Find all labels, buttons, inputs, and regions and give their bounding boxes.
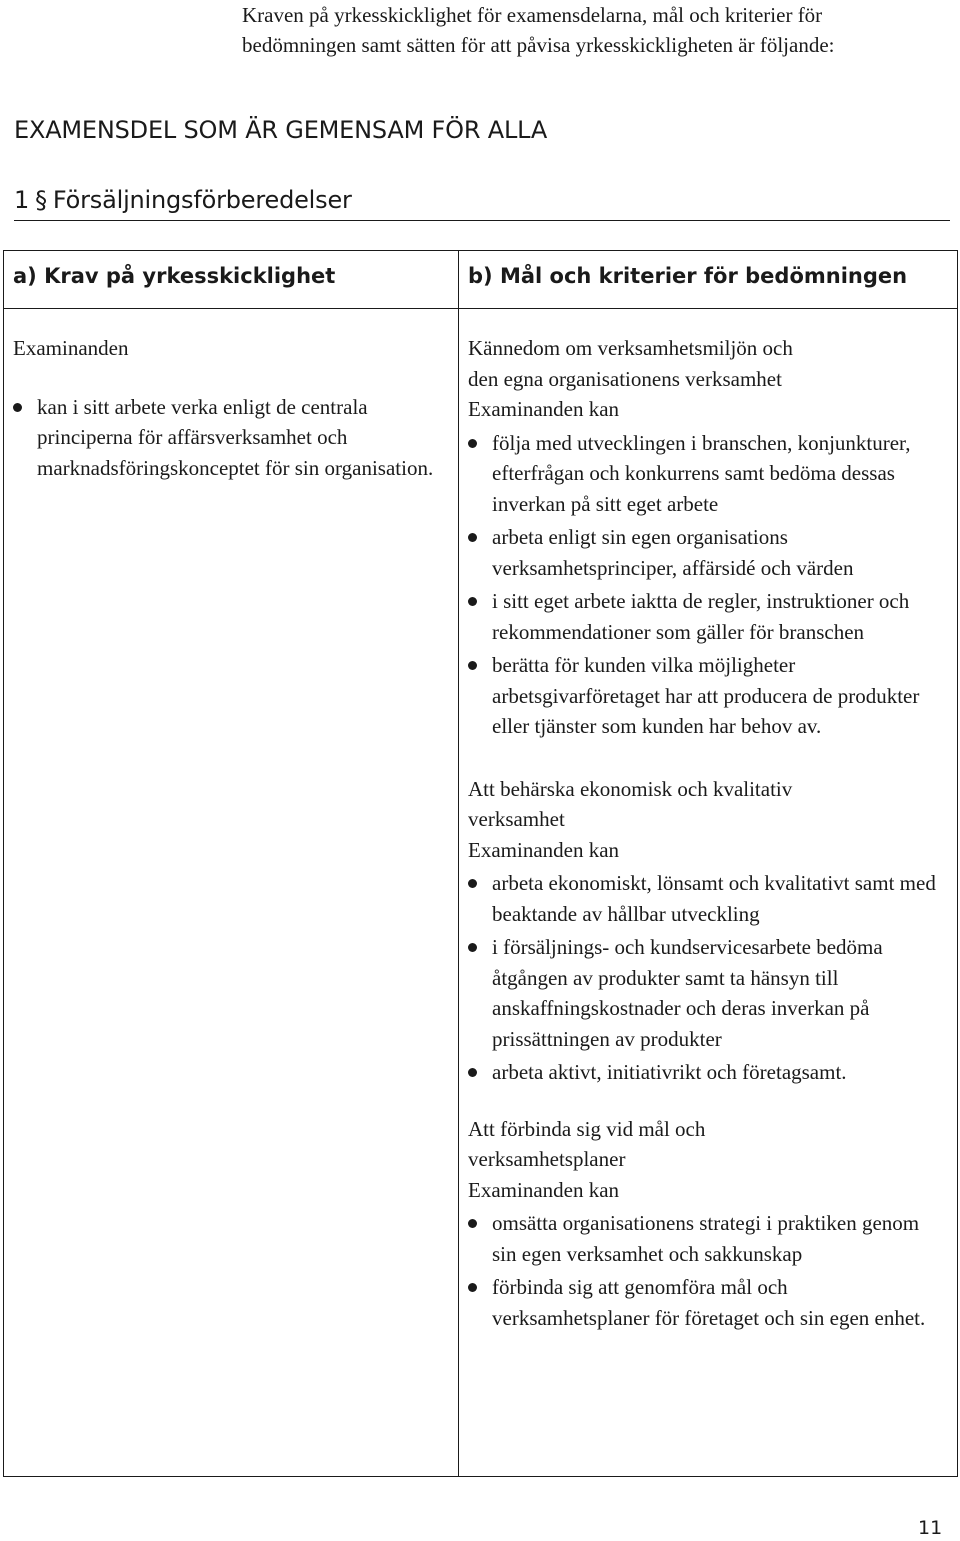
bullet-icon xyxy=(468,597,477,606)
list-item xyxy=(468,1208,948,1269)
list-item-text: i försäljnings- och kundservicesarbete bedöma åtgången av produkter samt ta hänsyn till anskaffningskostnader och deras inverkan på prissättningen av produkter xyxy=(492,935,883,1051)
group-title xyxy=(468,774,948,835)
bullet-icon xyxy=(468,439,477,448)
requirements-intro: Examinanden xyxy=(13,336,129,360)
sub-heading-number: 1 xyxy=(14,186,30,214)
group-intro: Examinanden kan xyxy=(468,1177,620,1202)
list-item-text: arbeta enligt sin egen organisations verksamhetsprinciper, affärsidé och värden xyxy=(492,525,854,580)
list-item-text: arbeta ekonomiskt, lönsamt och kvalitativt samt med beaktande av hållbar utveckling xyxy=(492,871,936,926)
criteria-group xyxy=(468,774,948,1088)
bullet-icon xyxy=(468,533,477,542)
sub-heading xyxy=(14,186,950,221)
group-intro: Examinanden kan xyxy=(468,837,620,862)
bullet-icon xyxy=(468,1283,477,1292)
requirements-cell xyxy=(13,333,451,486)
header-row-divider xyxy=(4,308,957,309)
paragraph-sign: § xyxy=(35,186,47,214)
list-item xyxy=(468,868,948,929)
bullet-icon xyxy=(468,879,477,888)
group-title-line: Att förbinda sig vid mål och xyxy=(468,1116,706,1141)
list-item xyxy=(468,1272,948,1333)
page-number: 11 xyxy=(918,1517,943,1539)
group-intro: Examinanden kan xyxy=(468,397,620,421)
group-title-line: Att behärska ekonomisk och kvalitativ xyxy=(468,776,793,801)
group-title-line: verksamhet xyxy=(468,807,565,831)
list-item xyxy=(468,586,948,647)
bullet-icon xyxy=(468,943,477,952)
bullet-icon xyxy=(468,1068,477,1077)
bullet-icon xyxy=(13,403,22,412)
column-divider xyxy=(458,251,459,1476)
column-header-criteria: b) Mål och kriterier för bedömningen xyxy=(468,264,908,288)
group-title-line: Kännedom om verksamhetsmiljön och xyxy=(468,336,793,360)
group-title xyxy=(468,1114,948,1175)
list-item-text: kan i sitt arbete verka enligt de centrala principerna för affärsverksamhet och marknadsföringskonceptet för sin organisation. xyxy=(37,394,434,480)
list-item xyxy=(468,650,948,742)
list-item xyxy=(468,428,948,520)
list-item-text: i sitt eget arbete iaktta de regler, instruktioner och rekommendationer som gäller för branschen xyxy=(492,589,910,644)
list-item-text: omsätta organisationens strategi i praktiken genom sin egen verksamhet och sakkunskap xyxy=(492,1211,920,1266)
criteria-list xyxy=(468,428,948,742)
criteria-list xyxy=(468,1208,948,1333)
group-title-line: den egna organisationens verksamhet xyxy=(468,366,782,391)
list-item-text: förbinda sig att genomföra mål och verksamhetsplaner för företaget och sin egen enhet. xyxy=(492,1275,926,1330)
criteria-table xyxy=(3,250,958,1477)
intro-text: Kraven på yrkesskicklighet för examensdelarna, mål och kriterier för bedömningen samt sätten för att påvisa yrkesskickligheten är följande: xyxy=(242,3,835,57)
section-heading: EXAMENSDEL SOM ÄR GEMENSAM FÖR ALLA xyxy=(14,116,548,144)
list-item-text: arbeta aktivt, initiativrikt och företagsamt. xyxy=(492,1060,847,1084)
criteria-group xyxy=(468,1114,948,1334)
criteria-group xyxy=(468,333,948,742)
list-item-text: följa med utvecklingen i branschen, konjunkturer, efterfrågan och konkurrens samt bedöma dessas inverkan på sitt eget arbete xyxy=(492,430,911,516)
criteria-cell xyxy=(468,333,948,1336)
list-item xyxy=(468,522,948,583)
sub-heading-title: Försäljningsförberedelser xyxy=(52,186,352,214)
list-item-text: berätta för kunden vilka möjligheter arbetsgivarföretaget har att producera de produkter eller tjänster som kunden har behov av. xyxy=(492,653,920,738)
bullet-icon xyxy=(468,661,477,670)
list-item xyxy=(468,1057,948,1088)
list-item xyxy=(468,932,948,1054)
list-item xyxy=(13,392,451,484)
column-header-requirements: a) Krav på yrkesskicklighet xyxy=(13,264,336,288)
criteria-list xyxy=(468,868,948,1088)
requirements-list xyxy=(13,392,451,484)
group-title-line: verksamhetsplaner xyxy=(468,1147,626,1171)
bullet-icon xyxy=(468,1219,477,1228)
group-title xyxy=(468,333,948,394)
